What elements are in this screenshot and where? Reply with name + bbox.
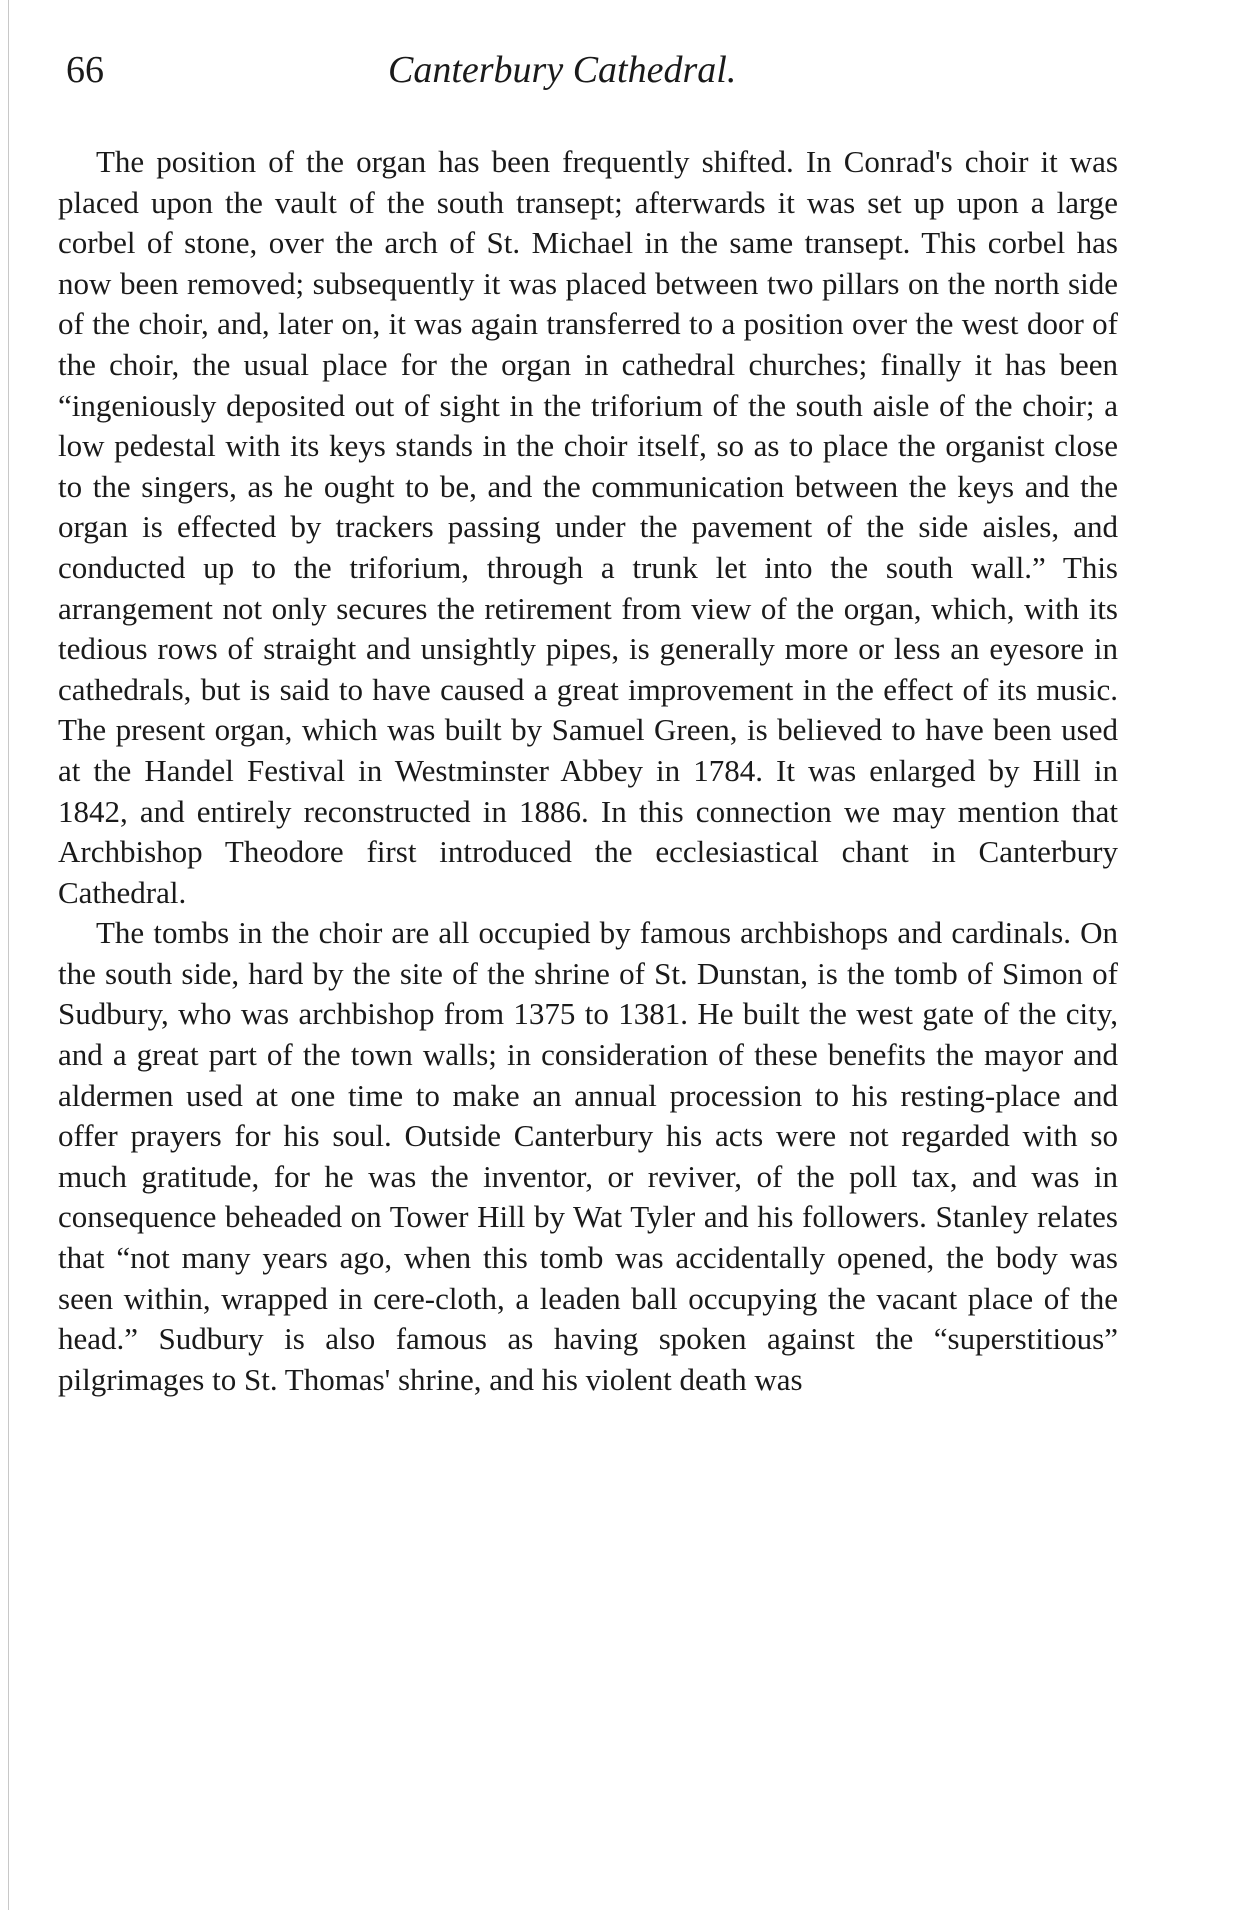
paragraph-tombs: The tombs in the choir are all occupied by famous archbishops and cardinals. On the south side, hard by the site of the shrine of St. Dunstan, is the tomb of Simon of Sudbury, who was archbishop from 1375 to 1381. He built the west gate of the city, and a great part of the town walls; in consideration of these benefits the mayor and aldermen used at one time to make an annual procession to his resting-place and offer prayers for his soul. Outside Canterbury his acts were not regarded with so much gratitude, for he was the inventor, or reviver, of the poll tax, and was in consequence beheaded on Tower Hill by Wat Tyler and his followers. Stanley relates that “not many years ago, when this tomb was accidentally opened, the body was seen within, wrapped in cere-cloth, a leaden ball occupying the vacant place of the head.” Sudbury is also famous as having spoken against the “superstitious” pilgrimages to St. Thomas' shrine, and his violent death was	[58, 915, 1118, 1397]
running-title: Canterbury Cathedral.	[388, 49, 737, 91]
paragraph-organ: The position of the organ has been frequently shifted. In Conrad's choir it was placed upon the vault of the south transept; afterwards it was set up upon a large corbel of stone, over the arch of St. Michael in the same transept. This corbel has now been removed; subsequently it was placed between two pillars on the north side of the choir, and, later on, it was again transferred to a position over the west door of the choir, the usual place for the organ in cathedral churches; finally it has been “ingeniously deposited out of sight in the triforium of the south aisle of the choir; a low pedestal with its keys stands in the choir itself, so as to place the organist close to the singers, as he ought to be, and the communication between the keys and the organ is effected by trackers passing under the pavement of the side aisles, and conducted up to the triforium, through a trunk let into the south wall.” This arrangement not only secures the retirement from view of the organ, which, with its tedious rows of straight and unsightly pipes, is generally more or less an eyesore in cathedrals, but is said to have caused a great improvement in the effect of its music. The present organ, which was built by Samuel Green, is believed to have been used at the Handel Festival in Westminster Abbey in 1784. It was enlarged by Hill in 1842, and entirely reconstructed in 1886. In this connection we may mention that Archbishop Theodore first introduced the ecclesiastical chant in Canterbury Cathedral.	[58, 144, 1118, 910]
body-text	[58, 142, 1118, 1400]
book-page	[58, 48, 1118, 1400]
running-head	[58, 48, 1118, 108]
page-number: 66	[66, 49, 104, 91]
page-gutter-line	[8, 0, 9, 1910]
